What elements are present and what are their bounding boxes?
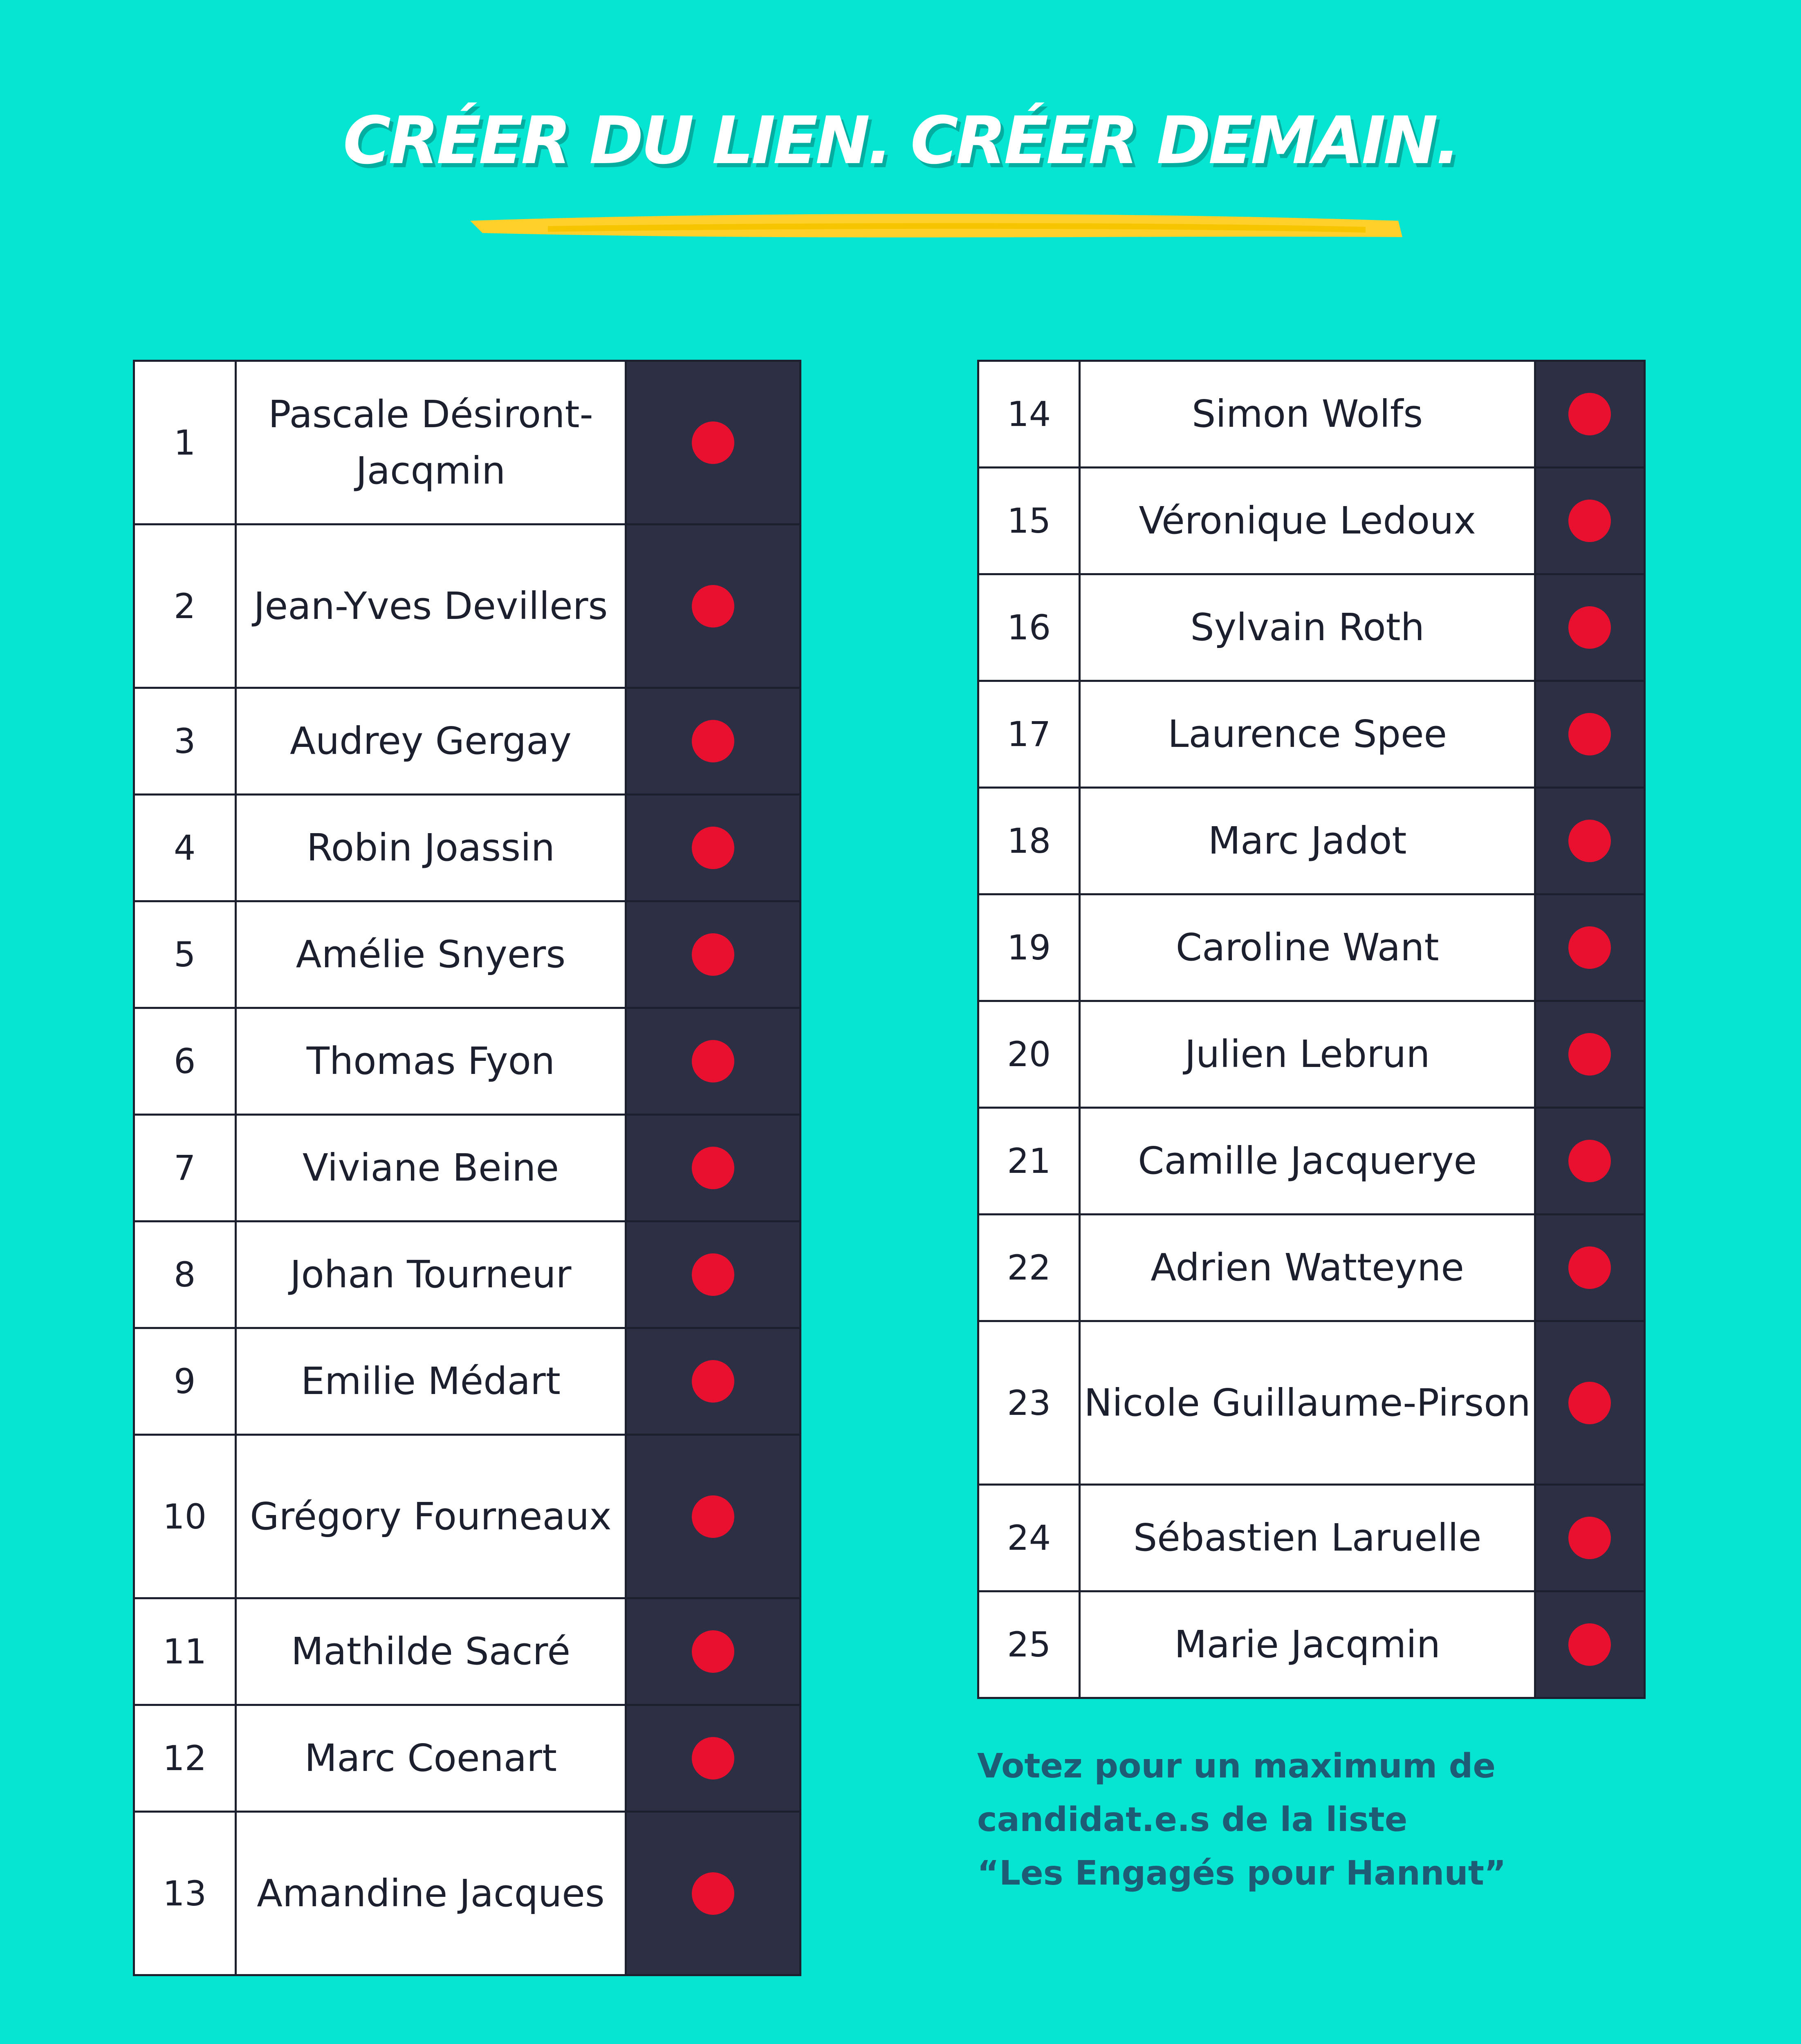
vote-instruction-line: candidat.e.s de la liste xyxy=(977,1800,1408,1840)
candidate-number: 14 xyxy=(978,361,1080,468)
candidate-number: 2 xyxy=(134,524,236,688)
vote-box[interactable] xyxy=(1535,1321,1644,1485)
candidate-row xyxy=(978,894,1645,1001)
candidate-number: 18 xyxy=(978,788,1080,894)
vote-dot-icon xyxy=(1568,1140,1611,1182)
candidate-number: 3 xyxy=(134,688,236,795)
candidate-row xyxy=(134,1812,801,1975)
candidate-name: Amandine Jacques xyxy=(235,1812,626,1975)
vote-dot-icon xyxy=(692,1737,734,1780)
candidate-row xyxy=(978,1591,1645,1698)
vote-box[interactable] xyxy=(626,361,801,524)
candidate-name: Pascale Désiront-Jacqmin xyxy=(235,361,626,524)
candidate-name: Nicole Guillaume-Pirson xyxy=(1080,1321,1535,1485)
vote-box[interactable] xyxy=(626,524,801,688)
vote-dot-icon xyxy=(692,720,734,762)
candidate-number: 13 xyxy=(134,1812,236,1975)
candidate-name: Robin Joassin xyxy=(235,795,626,901)
vote-dot-icon xyxy=(1568,393,1611,435)
vote-box[interactable] xyxy=(1535,468,1644,574)
vote-instruction xyxy=(977,1739,1590,1901)
vote-dot-icon xyxy=(692,827,734,869)
vote-dot-icon xyxy=(692,1040,734,1083)
candidate-name: Amélie Snyers xyxy=(235,901,626,1008)
candidate-number: 11 xyxy=(134,1598,236,1705)
vote-dot-icon xyxy=(692,1495,734,1538)
candidate-name: Viviane Beine xyxy=(235,1115,626,1221)
candidate-name: Laurence Spee xyxy=(1080,681,1535,788)
candidate-row xyxy=(978,1321,1645,1485)
candidate-number: 9 xyxy=(134,1328,236,1435)
candidate-table-left-body xyxy=(134,361,801,1975)
vote-box[interactable] xyxy=(626,1812,801,1975)
candidate-row xyxy=(134,1598,801,1705)
candidate-number: 10 xyxy=(134,1435,236,1598)
candidate-number: 19 xyxy=(978,894,1080,1001)
vote-dot-icon xyxy=(692,1872,734,1915)
candidate-row xyxy=(134,901,801,1008)
candidate-number: 17 xyxy=(978,681,1080,788)
candidate-name: Julien Lebrun xyxy=(1080,1001,1535,1108)
vote-dot-icon xyxy=(1568,1623,1611,1666)
vote-dot-icon xyxy=(1568,1517,1611,1559)
vote-box[interactable] xyxy=(1535,681,1644,788)
vote-dot-icon xyxy=(1568,500,1611,542)
candidate-number: 24 xyxy=(978,1485,1080,1591)
yellow-brush-underline xyxy=(466,204,1406,253)
vote-dot-icon xyxy=(692,1253,734,1296)
page-headline: CRÉER DU LIEN. CRÉER DEMAIN. xyxy=(343,102,1458,179)
candidate-row xyxy=(134,524,801,688)
vote-dot-icon xyxy=(1568,606,1611,649)
candidate-name: Emilie Médart xyxy=(235,1328,626,1435)
candidate-row xyxy=(134,1115,801,1221)
candidate-name: Marc Coenart xyxy=(235,1705,626,1812)
candidate-name: Grégory Fourneaux xyxy=(235,1435,626,1598)
candidate-number: 21 xyxy=(978,1108,1080,1215)
vote-dot-icon xyxy=(692,933,734,976)
candidate-name: Johan Tourneur xyxy=(235,1221,626,1328)
candidate-number: 22 xyxy=(978,1215,1080,1321)
vote-box[interactable] xyxy=(1535,894,1644,1001)
vote-box[interactable] xyxy=(1535,788,1644,894)
candidate-row xyxy=(978,788,1645,894)
candidate-name: Simon Wolfs xyxy=(1080,361,1535,468)
candidate-name: Jean-Yves Devillers xyxy=(235,524,626,688)
candidate-name: Thomas Fyon xyxy=(235,1008,626,1115)
candidate-row xyxy=(978,1485,1645,1591)
candidate-row xyxy=(978,468,1645,574)
vote-box[interactable] xyxy=(626,688,801,795)
candidate-row xyxy=(978,1108,1645,1215)
candidate-number: 23 xyxy=(978,1321,1080,1485)
vote-box[interactable] xyxy=(1535,1215,1644,1321)
vote-box[interactable] xyxy=(1535,574,1644,681)
vote-box[interactable] xyxy=(626,795,801,901)
vote-instruction-line: “Les Engagés pour Hannut” xyxy=(977,1854,1506,1893)
candidate-number: 1 xyxy=(134,361,236,524)
vote-dot-icon xyxy=(692,421,734,464)
vote-dot-icon xyxy=(692,1630,734,1673)
vote-dot-icon xyxy=(1568,713,1611,755)
candidate-name: Sébastien Laruelle xyxy=(1080,1485,1535,1591)
vote-box[interactable] xyxy=(626,1115,801,1221)
candidate-table-right xyxy=(977,360,1646,1699)
candidate-table-left xyxy=(133,360,801,1976)
vote-box[interactable] xyxy=(626,901,801,1008)
candidate-number: 4 xyxy=(134,795,236,901)
candidate-row xyxy=(978,681,1645,788)
vote-box[interactable] xyxy=(626,1435,801,1598)
candidate-row xyxy=(978,361,1645,468)
candidate-row xyxy=(134,795,801,901)
candidate-row xyxy=(978,1001,1645,1108)
vote-dot-icon xyxy=(1568,1033,1611,1076)
candidate-number: 6 xyxy=(134,1008,236,1115)
candidate-number: 16 xyxy=(978,574,1080,681)
candidate-number: 8 xyxy=(134,1221,236,1328)
candidate-number: 25 xyxy=(978,1591,1080,1698)
vote-dot-icon xyxy=(1568,1246,1611,1289)
candidate-row xyxy=(134,1705,801,1812)
vote-box[interactable] xyxy=(1535,1001,1644,1108)
candidate-name: Marc Jadot xyxy=(1080,788,1535,894)
candidate-row xyxy=(978,574,1645,681)
vote-dot-icon xyxy=(1568,820,1611,862)
vote-dot-icon xyxy=(1568,926,1611,969)
candidate-name: Camille Jacquerye xyxy=(1080,1108,1535,1215)
vote-box[interactable] xyxy=(1535,1591,1644,1698)
vote-box[interactable] xyxy=(626,1008,801,1115)
candidate-name: Sylvain Roth xyxy=(1080,574,1535,681)
candidate-row xyxy=(134,1221,801,1328)
vote-dot-icon xyxy=(692,1360,734,1403)
vote-box[interactable] xyxy=(626,1221,801,1328)
vote-box[interactable] xyxy=(626,1598,801,1705)
vote-box[interactable] xyxy=(626,1705,801,1812)
candidate-name: Caroline Want xyxy=(1080,894,1535,1001)
vote-box[interactable] xyxy=(626,1328,801,1435)
candidate-row xyxy=(134,1435,801,1598)
candidate-row xyxy=(134,361,801,524)
candidate-number: 12 xyxy=(134,1705,236,1812)
candidate-row xyxy=(134,1328,801,1435)
candidate-name: Adrien Watteyne xyxy=(1080,1215,1535,1321)
vote-box[interactable] xyxy=(1535,361,1644,468)
vote-dot-icon xyxy=(692,585,734,628)
candidate-row xyxy=(134,1008,801,1115)
candidate-number: 5 xyxy=(134,901,236,1008)
candidate-row xyxy=(978,1215,1645,1321)
vote-dot-icon xyxy=(692,1147,734,1189)
candidate-name: Marie Jacqmin xyxy=(1080,1591,1535,1698)
candidate-name: Mathilde Sacré xyxy=(235,1598,626,1705)
candidate-number: 15 xyxy=(978,468,1080,574)
candidate-table-right-body xyxy=(978,361,1645,1698)
vote-box[interactable] xyxy=(1535,1485,1644,1591)
candidate-row xyxy=(134,688,801,795)
candidate-name: Véronique Ledoux xyxy=(1080,468,1535,574)
candidate-number: 20 xyxy=(978,1001,1080,1108)
candidate-number: 7 xyxy=(134,1115,236,1221)
candidate-name: Audrey Gergay xyxy=(235,688,626,795)
vote-box[interactable] xyxy=(1535,1108,1644,1215)
vote-instruction-line: Votez pour un maximum de xyxy=(977,1747,1496,1786)
vote-dot-icon xyxy=(1568,1382,1611,1424)
